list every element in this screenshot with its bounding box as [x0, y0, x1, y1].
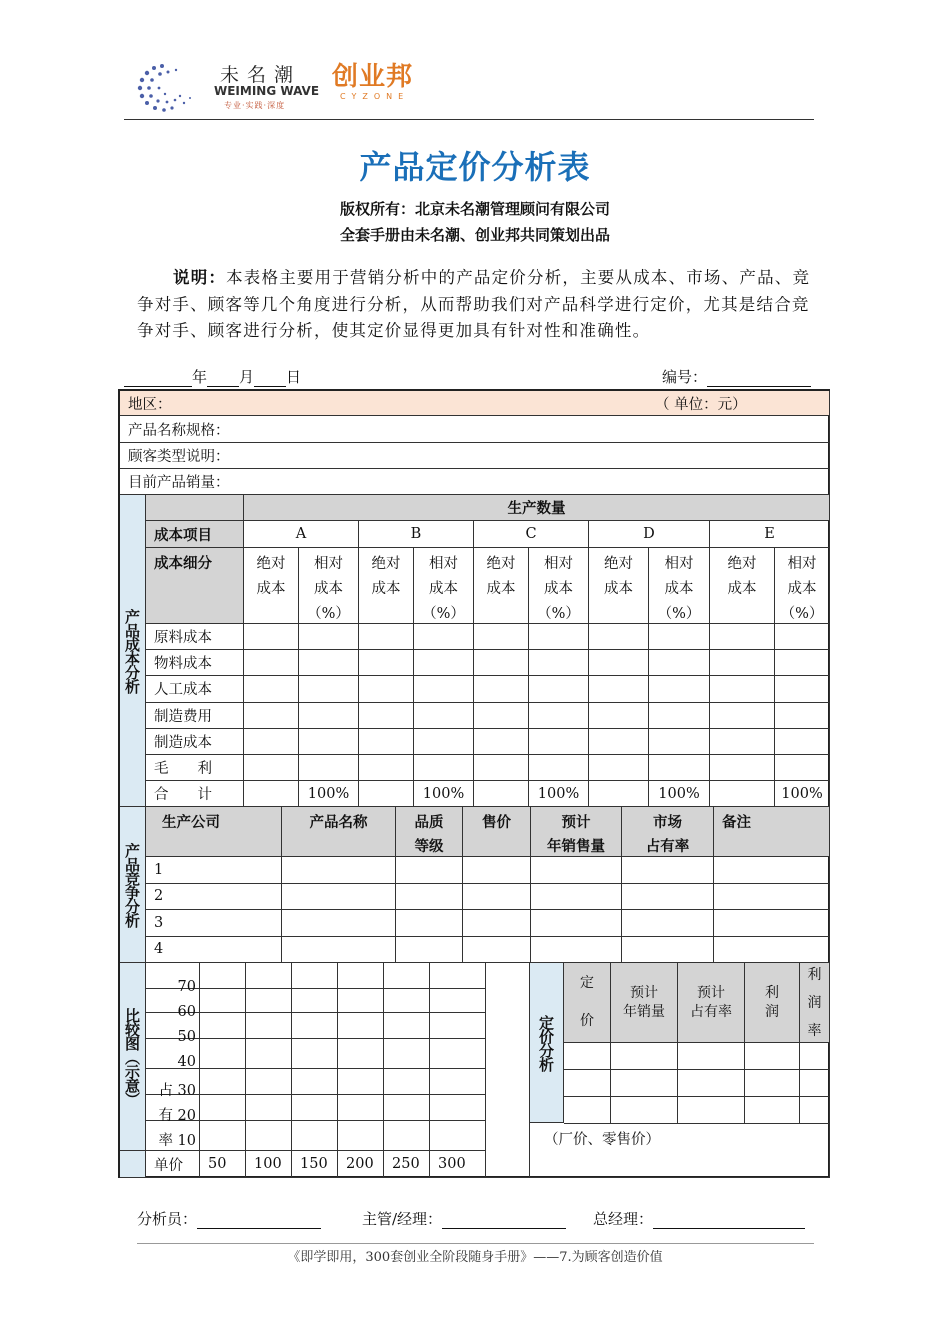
pricing-input[interactable]	[611, 1097, 678, 1124]
rel-cost-input[interactable]: 100%	[299, 781, 359, 807]
pricing-input[interactable]	[678, 1070, 745, 1097]
abs-cost-input[interactable]	[244, 650, 299, 676]
current-sales-row[interactable]: 目前产品销量：	[120, 469, 830, 495]
pricing-input[interactable]	[800, 1043, 830, 1070]
pricing-input[interactable]	[564, 1043, 611, 1070]
abs-cost-input[interactable]	[244, 729, 299, 755]
cost-item-header: 成本项目	[146, 521, 244, 548]
chart-spacer	[486, 963, 530, 1178]
comp-input[interactable]	[714, 857, 830, 884]
chart-grid-cell	[338, 1013, 384, 1039]
comp-input[interactable]	[622, 937, 714, 964]
chart-grid-cell	[246, 1095, 292, 1121]
abs-cost-input[interactable]	[244, 676, 299, 702]
supervisor-signature[interactable]: 主管/经理：	[362, 1208, 566, 1229]
chart-grid-cell	[292, 1069, 338, 1095]
chart-grid-cell	[338, 1121, 384, 1151]
cost-analysis-side: 产品成本分析	[120, 495, 146, 807]
rel-cost-input[interactable]	[775, 676, 830, 702]
comp-header: 品质 等级	[396, 807, 463, 857]
comp-input[interactable]	[396, 884, 463, 911]
comp-input[interactable]	[282, 910, 396, 937]
abs-cost-input[interactable]	[710, 650, 775, 676]
pricing-input[interactable]	[611, 1043, 678, 1070]
chart-x-tick: 150	[292, 1151, 338, 1178]
rel-cost-input[interactable]	[649, 703, 710, 729]
intro-text: 本表格主要用于营销分析中的产品定价分析，主要从成本、市场、产品、竞争对手、顾客等几个角度进行分析，从而帮助我们对产品科学进行定价，尤其是结合竞争对手、顾客进行分析，使其定价显得更加具有针对性和准确性。	[137, 268, 811, 340]
rel-cost-input[interactable]	[299, 676, 359, 702]
gm-signature[interactable]: 总经理：	[593, 1208, 805, 1229]
rel-cost-input[interactable]	[529, 755, 589, 781]
chart-grid-cell	[430, 1069, 486, 1095]
rel-cost-input[interactable]	[299, 703, 359, 729]
comp-input[interactable]	[531, 910, 622, 937]
abs-cost-input[interactable]	[589, 755, 649, 781]
abs-cost-input[interactable]	[710, 624, 775, 650]
logo2-cn: 创业邦	[332, 62, 414, 92]
pricing-input[interactable]	[678, 1097, 745, 1124]
abs-cost-header: 绝对 成本	[474, 548, 529, 624]
comp-input[interactable]	[282, 937, 396, 964]
analyst-signature[interactable]: 分析员：	[137, 1208, 321, 1229]
comp-header: 备注	[714, 807, 830, 857]
comp-input[interactable]	[531, 884, 622, 911]
footer-rule	[137, 1243, 814, 1244]
customer-type-row[interactable]: 顾客类型说明：	[120, 443, 830, 469]
abs-cost-input[interactable]	[474, 781, 529, 807]
comp-row-number[interactable]: 2	[146, 884, 282, 911]
rel-cost-input[interactable]	[414, 624, 474, 650]
rel-cost-input[interactable]	[529, 624, 589, 650]
rel-cost-input[interactable]	[299, 729, 359, 755]
abs-cost-header: 绝对 成本	[244, 548, 299, 624]
pricing-note: （厂价、零售价）	[530, 1124, 830, 1178]
chart-grid-cell	[292, 1095, 338, 1121]
comp-header: 市场 占有率	[622, 807, 714, 857]
copyright-line: 版权所有：北京未名潮管理顾问有限公司	[339, 200, 610, 218]
chart-y-tick: 60	[177, 1004, 196, 1020]
chart-grid-cell	[430, 1013, 486, 1039]
chart-x-tick: 50	[200, 1151, 246, 1178]
rel-cost-input[interactable]	[649, 729, 710, 755]
rel-cost-input[interactable]	[775, 703, 830, 729]
comp-input[interactable]	[714, 884, 830, 911]
chart-grid-cell	[200, 1121, 246, 1151]
chart-grid-cell	[384, 989, 430, 1013]
comp-header: 产品名称	[282, 807, 396, 857]
abs-cost-input[interactable]	[474, 676, 529, 702]
abs-cost-input[interactable]	[710, 729, 775, 755]
abs-cost-input[interactable]	[589, 703, 649, 729]
chart-grid-cell	[200, 1013, 246, 1039]
chart-grid-cell	[246, 1013, 292, 1039]
chart-grid-cell	[384, 963, 430, 989]
wave-logo-icon	[132, 58, 212, 116]
abs-cost-input[interactable]	[359, 703, 414, 729]
abs-cost-input[interactable]	[710, 781, 775, 807]
pricing-header: 预计 占有率	[678, 963, 745, 1043]
logo1-en: WEIMING WAVE	[214, 84, 320, 98]
chart-grid-cell	[384, 1095, 430, 1121]
chart-y-tick: 率 10	[158, 1133, 196, 1149]
pricing-input[interactable]	[745, 1097, 800, 1124]
logo2-en: CYZONE	[340, 92, 410, 101]
weiming-logo	[132, 58, 332, 116]
rel-cost-header: 相对 成本 （%）	[529, 548, 589, 624]
cost-column-B: B	[359, 521, 474, 548]
pricing-header: 利 润	[745, 963, 800, 1043]
cost-column-A: A	[244, 521, 359, 548]
chart-x-tick: 300	[430, 1151, 486, 1178]
chart-grid-cell	[430, 1121, 486, 1151]
abs-cost-input[interactable]	[474, 703, 529, 729]
rel-cost-input[interactable]	[414, 755, 474, 781]
pricing-input[interactable]	[564, 1097, 611, 1124]
pricing-header: 利 润 率	[800, 963, 830, 1043]
comp-input[interactable]	[622, 884, 714, 911]
abs-cost-header: 绝对 成本	[589, 548, 649, 624]
chart-grid-cell	[200, 989, 246, 1013]
product-name-row[interactable]: 产品名称规格：	[120, 416, 830, 443]
abs-cost-input[interactable]	[710, 676, 775, 702]
abs-cost-input[interactable]	[359, 624, 414, 650]
chart-grid-cell	[384, 1069, 430, 1095]
comp-input[interactable]	[396, 910, 463, 937]
chart-side: 比较图（示意）	[120, 963, 146, 1151]
chart-y-tick: 占 30	[158, 1083, 196, 1099]
abs-cost-header: 绝对 成本	[359, 548, 414, 624]
chart-x-tick: 200	[338, 1151, 384, 1178]
comp-header: 售价	[463, 807, 531, 857]
chart-y-tick: 70	[177, 979, 196, 995]
abs-cost-input[interactable]	[359, 729, 414, 755]
chart-grid-cell	[384, 1039, 430, 1069]
logo1-cn: 未名潮	[220, 64, 302, 86]
rel-cost-input[interactable]	[299, 624, 359, 650]
pricing-side: 定价分析	[530, 963, 564, 1123]
comp-input[interactable]	[463, 857, 531, 884]
intro-label: 说明：	[173, 268, 227, 287]
rel-cost-input[interactable]	[529, 729, 589, 755]
comp-input[interactable]	[396, 857, 463, 884]
rel-cost-header: 相对 成本 （%）	[775, 548, 830, 624]
cost-row-label: 物料成本	[146, 650, 244, 676]
pricing-header: 定 价	[564, 963, 611, 1043]
abs-cost-header: 绝对 成本	[710, 548, 775, 624]
rel-cost-input[interactable]: 100%	[775, 781, 830, 807]
comp-input[interactable]	[622, 857, 714, 884]
abs-cost-input[interactable]	[359, 755, 414, 781]
chart-x-label: 单价	[146, 1151, 200, 1178]
date-line: 年 月 日	[124, 366, 301, 387]
abs-cost-input[interactable]	[244, 755, 299, 781]
comp-input[interactable]	[714, 937, 830, 964]
rel-cost-input[interactable]	[414, 729, 474, 755]
cost-row-label: 毛 利	[146, 755, 244, 781]
chart-grid-cell	[246, 989, 292, 1013]
chart-grid-cell	[292, 963, 338, 989]
rel-cost-input[interactable]: 100%	[529, 781, 589, 807]
chart-grid-cell	[200, 963, 246, 989]
chart-grid-cell	[430, 989, 486, 1013]
chart-grid-cell	[292, 1039, 338, 1069]
pricing-input[interactable]	[611, 1070, 678, 1097]
intro-paragraph	[137, 265, 817, 345]
comp-input[interactable]	[463, 910, 531, 937]
chart-grid-cell	[338, 1039, 384, 1069]
cost-column-E: E	[710, 521, 830, 548]
pricing-input[interactable]	[678, 1043, 745, 1070]
production-qty-header: 生产数量	[244, 495, 830, 521]
comp-input[interactable]	[714, 910, 830, 937]
abs-cost-input[interactable]	[589, 650, 649, 676]
rel-cost-input[interactable]	[775, 624, 830, 650]
chart-grid-cell	[292, 1121, 338, 1151]
chart-x-tick: 100	[246, 1151, 292, 1178]
chart-x-tick: 250	[384, 1151, 430, 1178]
comp-header: 预计 年销售量	[531, 807, 622, 857]
chart-grid-cell	[200, 1069, 246, 1095]
rel-cost-header: 相对 成本 （%）	[414, 548, 474, 624]
footer-text: 《即学即用，300套创业全阶段随身手册》——7.为顾客创造价值	[287, 1250, 663, 1265]
chart-grid-cell	[430, 1039, 486, 1069]
abs-cost-input[interactable]	[474, 755, 529, 781]
cost-detail-header: 成本细分	[154, 555, 212, 572]
rel-cost-header: 相对 成本 （%）	[649, 548, 710, 624]
abs-cost-input[interactable]	[359, 650, 414, 676]
chart-grid-cell	[292, 1013, 338, 1039]
abs-cost-input[interactable]	[359, 676, 414, 702]
chart-grid-cell	[246, 963, 292, 989]
abs-cost-input[interactable]	[244, 624, 299, 650]
abs-cost-input[interactable]	[710, 755, 775, 781]
rel-cost-input[interactable]	[529, 650, 589, 676]
abs-cost-input[interactable]	[589, 676, 649, 702]
comp-input[interactable]	[463, 884, 531, 911]
header-rule	[124, 119, 814, 120]
cost-row-label: 制造成本	[146, 729, 244, 755]
rel-cost-input[interactable]: 100%	[649, 781, 710, 807]
comp-input[interactable]	[463, 937, 531, 964]
pricing-input[interactable]	[564, 1070, 611, 1097]
comp-input[interactable]	[622, 910, 714, 937]
chart-grid-cell	[292, 989, 338, 1013]
unit-label: （ 单位：元）	[655, 396, 747, 413]
abs-cost-input[interactable]	[589, 729, 649, 755]
chart-side-bottom	[120, 1151, 146, 1178]
rel-cost-input[interactable]	[414, 703, 474, 729]
rel-cost-input[interactable]	[775, 755, 830, 781]
rel-cost-input[interactable]	[414, 676, 474, 702]
chart-y-tick: 有 20	[158, 1108, 196, 1124]
comp-input[interactable]	[282, 857, 396, 884]
cost-row-label: 人工成本	[146, 676, 244, 702]
rel-cost-input[interactable]	[649, 624, 710, 650]
number-field[interactable]: 编号：	[662, 366, 811, 387]
comp-input[interactable]	[396, 937, 463, 964]
chart-grid-cell	[246, 1121, 292, 1151]
pricing-input[interactable]	[745, 1070, 800, 1097]
comp-input[interactable]	[531, 857, 622, 884]
pricing-input[interactable]	[800, 1070, 830, 1097]
chart-y-tick: 40	[177, 1054, 196, 1070]
chart-grid-cell	[384, 1121, 430, 1151]
rel-cost-input[interactable]	[649, 755, 710, 781]
abs-cost-input[interactable]	[474, 624, 529, 650]
chart-grid-cell	[338, 1069, 384, 1095]
chart-grid-cell	[246, 1039, 292, 1069]
comp-row-number[interactable]: 3	[146, 910, 282, 937]
chart-grid-cell	[200, 1095, 246, 1121]
page-title: 产品定价分析表	[359, 148, 591, 186]
comp-row-number[interactable]: 1	[146, 857, 282, 884]
cyzone-logo	[332, 62, 432, 104]
rel-cost-input[interactable]	[775, 650, 830, 676]
abs-cost-input[interactable]	[474, 729, 529, 755]
competition-side: 产品竞争分析	[120, 807, 146, 963]
pricing-input[interactable]	[745, 1043, 800, 1070]
cost-row-label: 合 计	[146, 781, 244, 807]
comp-header: 生产公司	[146, 807, 282, 857]
abs-cost-input[interactable]	[474, 650, 529, 676]
chart-grid-cell	[200, 1039, 246, 1069]
abs-cost-input[interactable]	[359, 781, 414, 807]
pricing-header: 预计 年销量	[611, 963, 678, 1043]
rel-cost-header: 相对 成本 （%）	[299, 548, 359, 624]
logo1-tag: 专业·实践·深度	[224, 101, 286, 110]
region-row[interactable]: 地区： （ 单位：元）	[120, 391, 830, 416]
abs-cost-input[interactable]	[244, 703, 299, 729]
chart-grid-cell	[384, 1013, 430, 1039]
chart-grid-cell	[430, 963, 486, 989]
rel-cost-input[interactable]	[529, 703, 589, 729]
credit-line: 全套手册由未名潮、创业邦共同策划出品	[339, 226, 610, 244]
chart-grid-cell	[246, 1069, 292, 1095]
abs-cost-input[interactable]	[710, 703, 775, 729]
chart-y-tick: 50	[177, 1029, 196, 1045]
rel-cost-input[interactable]	[299, 755, 359, 781]
chart-grid-cell	[338, 989, 384, 1013]
chart-grid-cell	[338, 1095, 384, 1121]
cost-column-D: D	[589, 521, 710, 548]
pricing-input[interactable]	[800, 1097, 830, 1124]
comp-input[interactable]	[531, 937, 622, 964]
abs-cost-input[interactable]	[589, 624, 649, 650]
rel-cost-input[interactable]	[649, 676, 710, 702]
chart-grid-cell	[430, 1095, 486, 1121]
rel-cost-input[interactable]	[529, 676, 589, 702]
abs-cost-input[interactable]	[244, 781, 299, 807]
rel-cost-input[interactable]	[299, 650, 359, 676]
abs-cost-input[interactable]	[589, 781, 649, 807]
comp-input[interactable]	[282, 884, 396, 911]
chart-grid-cell	[338, 963, 384, 989]
rel-cost-input[interactable]	[649, 650, 710, 676]
comp-row-number[interactable]: 4	[146, 937, 282, 964]
rel-cost-input[interactable]	[775, 729, 830, 755]
rel-cost-input[interactable]	[414, 650, 474, 676]
rel-cost-input[interactable]: 100%	[414, 781, 474, 807]
cost-row-label: 制造费用	[146, 703, 244, 729]
cost-row-label: 原料成本	[146, 624, 244, 650]
cost-column-C: C	[474, 521, 589, 548]
